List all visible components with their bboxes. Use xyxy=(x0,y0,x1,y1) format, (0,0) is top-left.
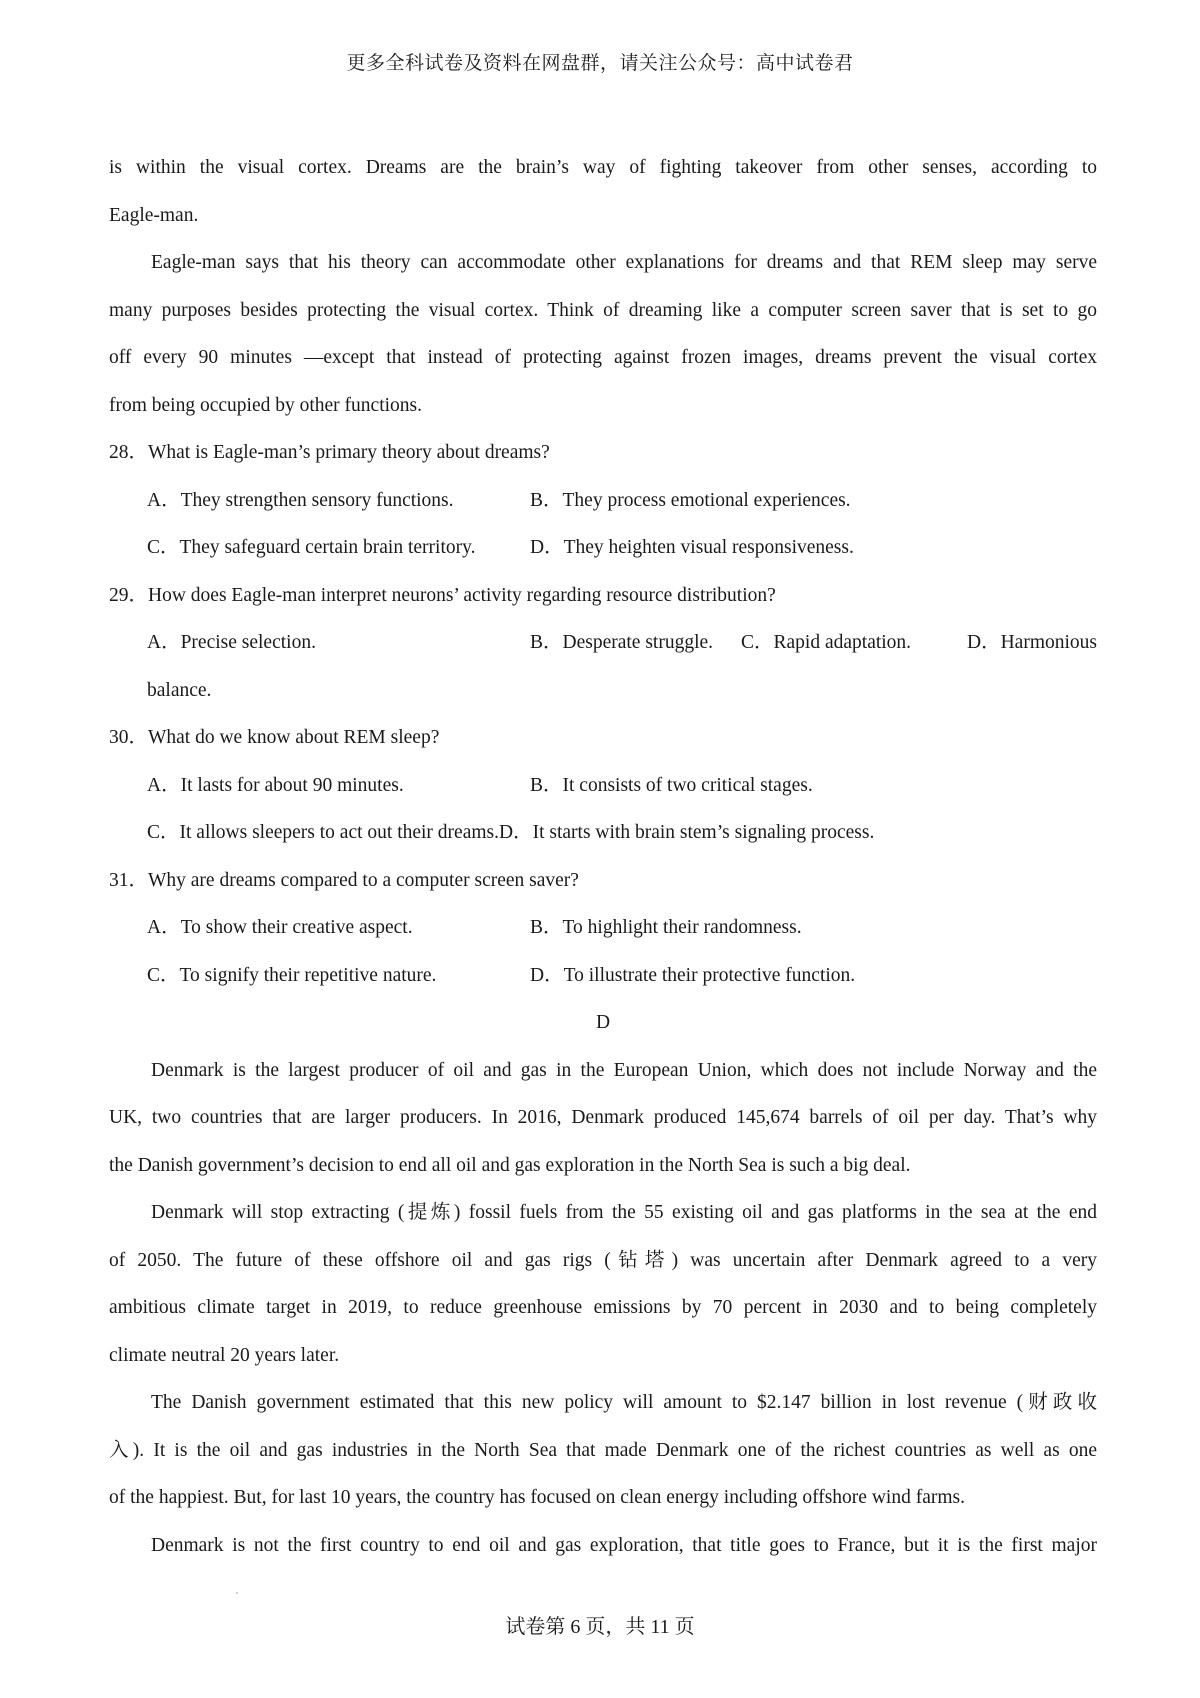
scan-speck xyxy=(236,1592,238,1594)
paragraph-line: ambitious climate target in 2019, to reduce greenhouse emissions by 70 percent in 2030 and to being completely xyxy=(109,1297,1097,1318)
option-b: B．They process emotional experiences. xyxy=(530,489,851,511)
option-d: D．To illustrate their protective function. xyxy=(530,964,856,986)
paragraph-line: off every 90 minutes —except that instead of protecting against frozen images, dreams prevent the visual cortex xyxy=(109,347,1097,368)
section-heading: D xyxy=(595,1012,611,1033)
paragraph-line: 入). It is the oil and gas industries in the North Sea that made Denmark one of the richest countries as well as one xyxy=(109,1439,1097,1461)
question-28-options-row1 xyxy=(109,481,1097,529)
paragraph-line: Eagle-man says that his theory can accommodate other explanations for dreams and that REM sleep may serve xyxy=(151,252,1097,273)
paragraph-line: Denmark will stop extracting (提炼) fossil fuels from the 55 existing oil and gas platforms in the sea at the end xyxy=(151,1202,1097,1223)
question-28-options-row2 xyxy=(109,528,1097,576)
question-31-stem: 31．Why are dreams compared to a computer screen saver? xyxy=(109,869,579,891)
option-c: C．Rapid adaptation. xyxy=(741,632,912,653)
option-a: A．Precise selection. xyxy=(147,632,316,653)
option-b: B．It consists of two critical stages. xyxy=(530,774,813,796)
option-b: B．To highlight their randomness. xyxy=(530,917,802,938)
question-30-stem: 30．What do we know about REM sleep? xyxy=(109,727,440,748)
paragraph-line: from being occupied by other functions. xyxy=(109,394,422,416)
paragraph-line: many purposes besides protecting the visual cortex. Think of dreaming like a computer screen saver that is set to go xyxy=(109,299,1097,321)
paragraph-line: the Danish government’s decision to end all oil and gas exploration in the North Sea is such a big deal. xyxy=(109,1154,911,1176)
page-footer: 试卷第 6 页，共 11 页 xyxy=(505,1616,695,1638)
question-31-options-row1 xyxy=(109,908,1097,956)
option-a: A．To show their creative aspect. xyxy=(147,917,413,938)
paragraph-line: The Danish government estimated that this new policy will amount to $2.147 billion in lost revenue (财政收 xyxy=(151,1392,1097,1413)
option-b: B．Desperate struggle. xyxy=(530,632,714,653)
option-c: C．It allows sleepers to act out their dreams. xyxy=(147,822,499,843)
paragraph-line: Denmark is the largest producer of oil and gas in the European Union, which does not include Norway and the xyxy=(151,1059,1097,1081)
option-a: A．It lasts for about 90 minutes. xyxy=(147,774,404,796)
paragraph-line: climate neutral 20 years later. xyxy=(109,1344,340,1366)
option-d: D．They heighten visual responsiveness. xyxy=(530,537,854,558)
option-c: C．To signify their repetitive nature. xyxy=(147,964,437,986)
option-c: C．They safeguard certain brain territory. xyxy=(147,537,476,558)
question-29-stem: 29．How does Eagle-man interpret neurons’ activity regarding resource distribution? xyxy=(109,584,776,606)
question-29-options-row1 xyxy=(109,623,1097,671)
paragraph-line: Denmark is not the first country to end oil and gas exploration, that title goes to France, but it is the first major xyxy=(151,1534,1097,1556)
option-a: A．They strengthen sensory functions. xyxy=(147,489,454,511)
paragraph-line: of the happiest. But, for last 10 years, the country has focused on clean energy including offshore wind farms. xyxy=(109,1487,965,1508)
question-30-options-row2 xyxy=(109,813,1097,861)
question-31-options-row2 xyxy=(109,956,1097,1004)
page-header: 更多全科试卷及资料在网盘群，请关注公众号：高中试卷君 xyxy=(346,53,854,74)
question-30-options-row1 xyxy=(109,766,1097,814)
paragraph-line: of 2050. The future of these offshore oil and gas rigs (钻塔) was uncertain after Denmark agreed to a very xyxy=(109,1249,1097,1271)
question-28-stem: 28．What is Eagle-man’s primary theory about dreams? xyxy=(109,442,550,463)
paragraph-line: Eagle-man. xyxy=(109,204,199,226)
page-content xyxy=(109,148,1097,1573)
option-d: D．It starts with brain stem’s signaling process. xyxy=(499,822,875,843)
paragraph-line: is within the visual cortex. Dreams are the brain’s way of fighting takeover from other senses, according to xyxy=(109,157,1097,178)
option-d-continuation: balance. xyxy=(147,679,212,701)
paragraph-line: UK, two countries that are larger producers. In 2016, Denmark produced 145,674 barrels of oil per day. That’s why xyxy=(109,1107,1097,1128)
option-d: D．Harmonious xyxy=(967,632,1097,653)
